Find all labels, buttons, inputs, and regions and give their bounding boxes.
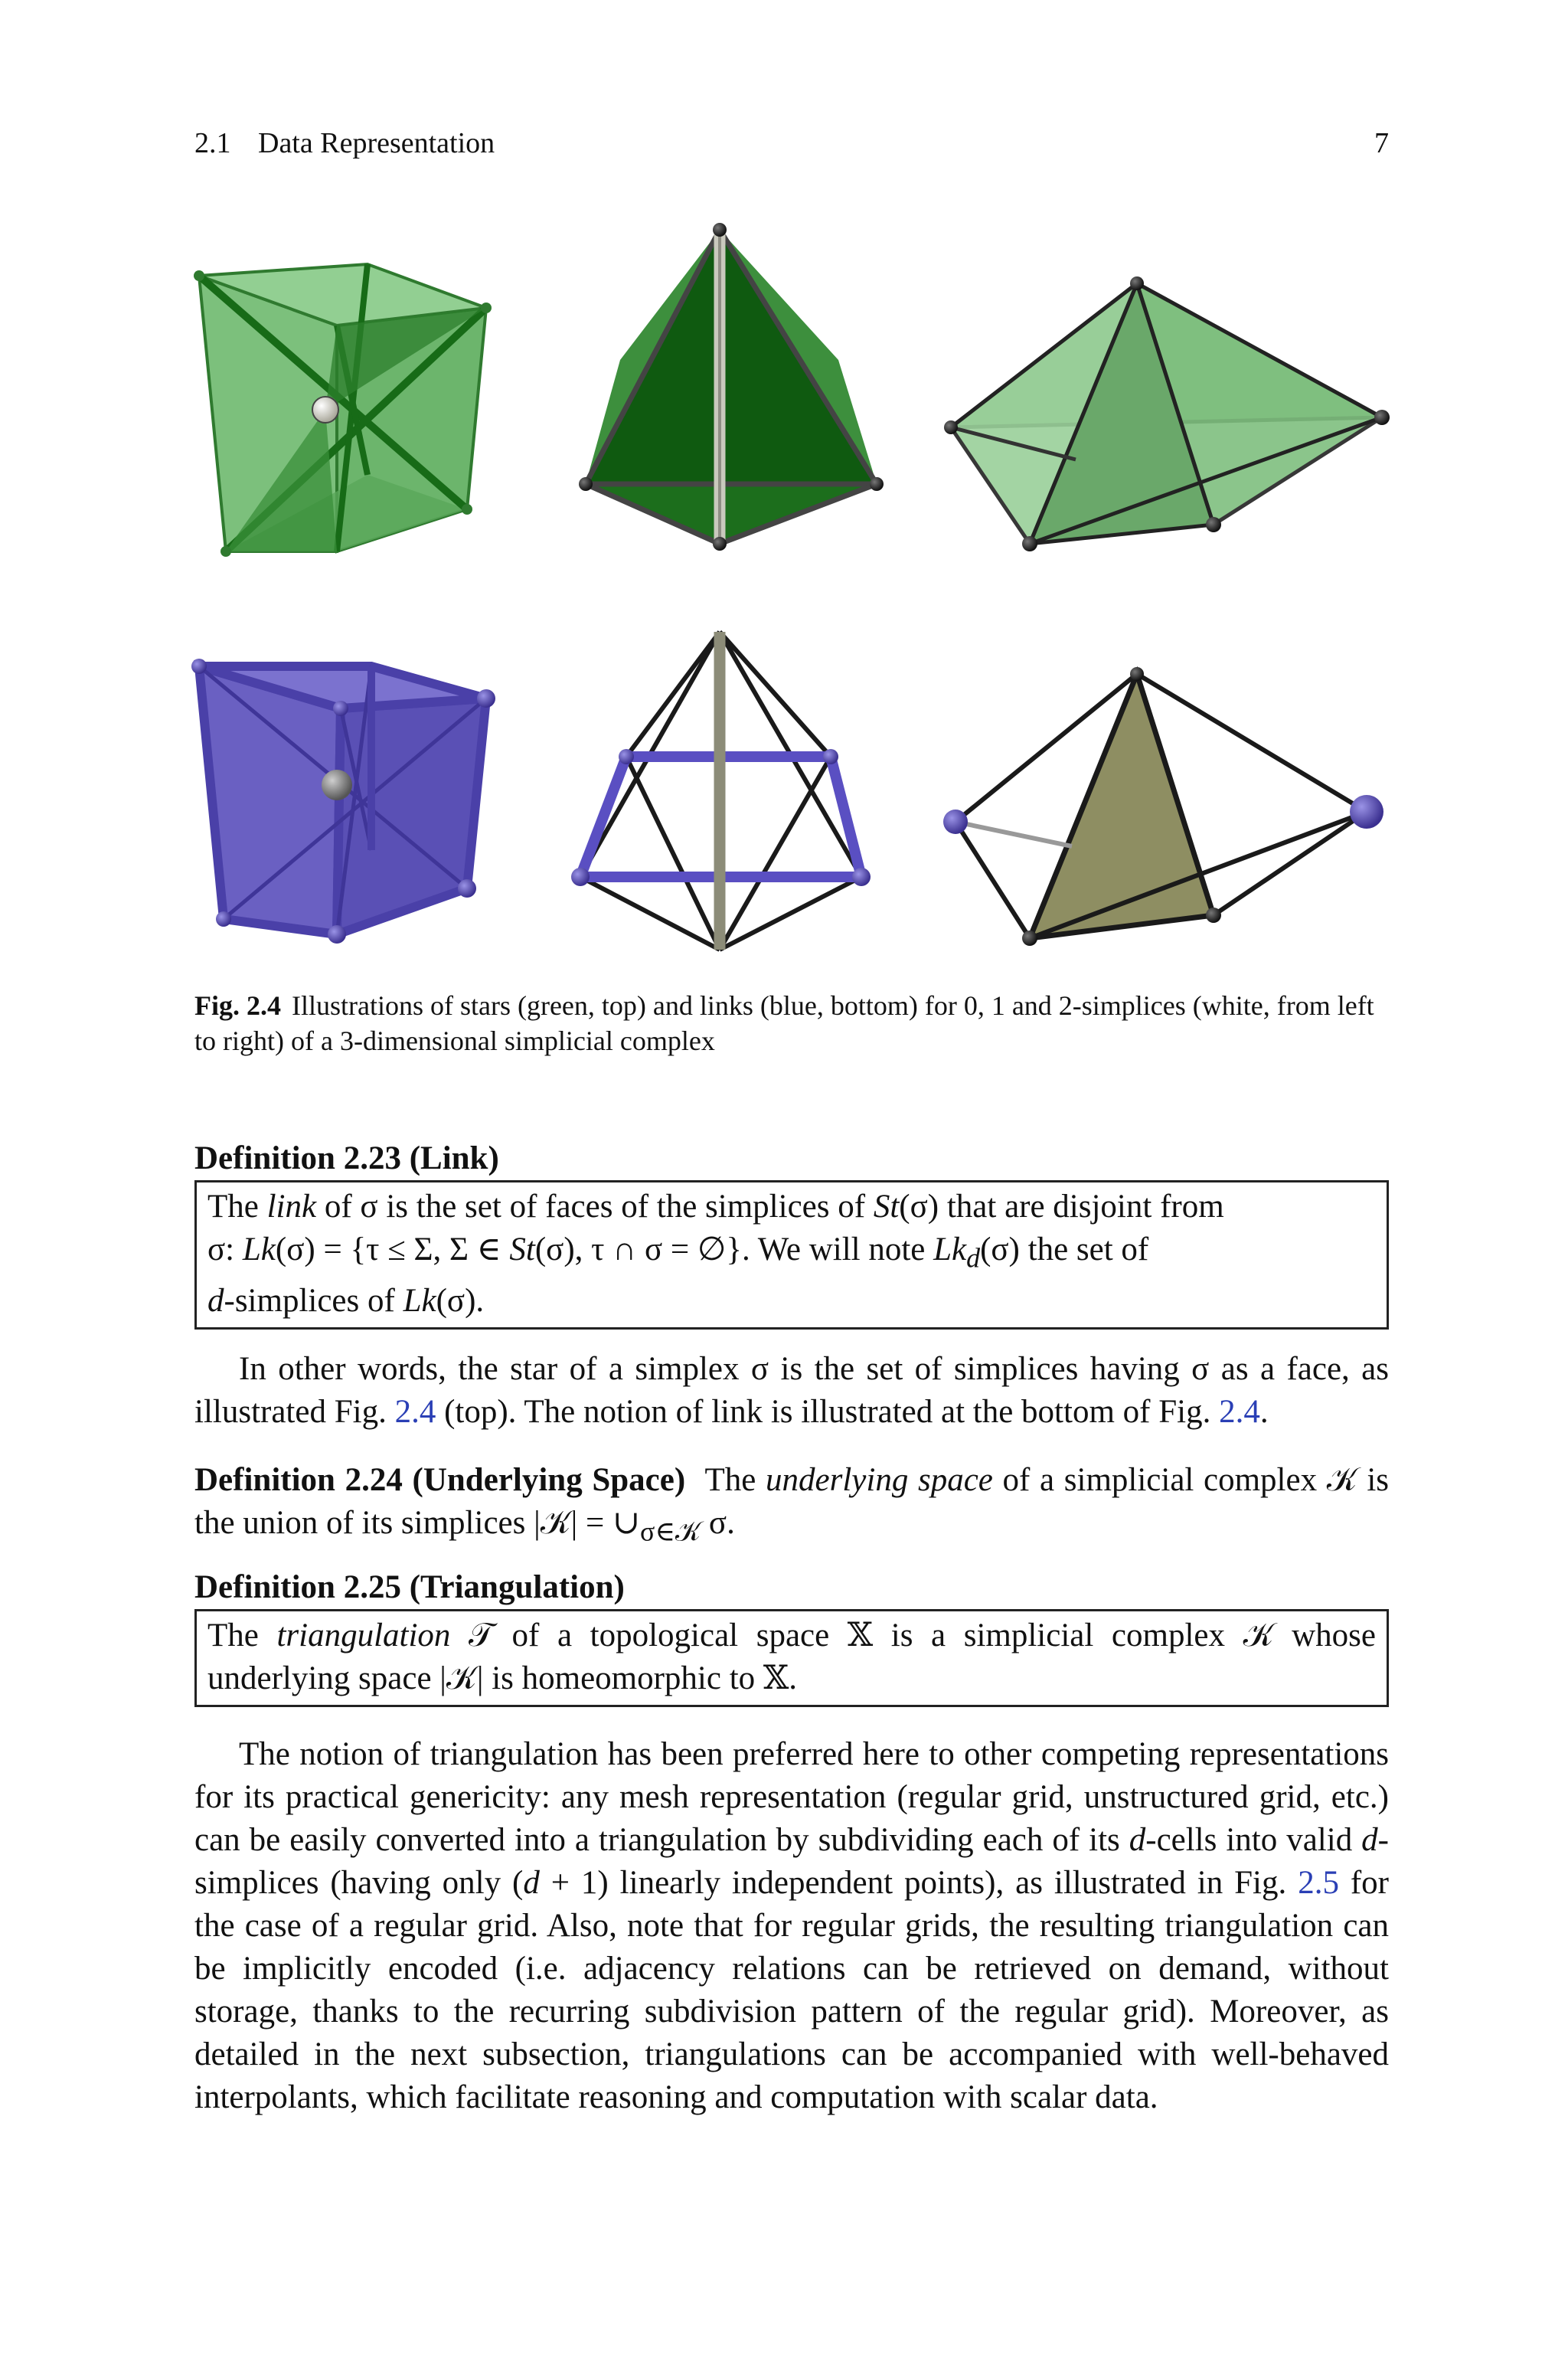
definition-2-24 xyxy=(194,1459,1389,1553)
text-run: The xyxy=(704,1462,766,1498)
text-run: The xyxy=(207,1617,277,1653)
text-run: (σ) = {τ ≤ Σ, Σ ∈ xyxy=(275,1232,510,1268)
text-run: . xyxy=(1259,1394,1269,1430)
text-run: + 1) linearly independent points), as illustrated in Fig. xyxy=(539,1865,1298,1901)
figure-ref-link[interactable]: 2.4 xyxy=(1219,1394,1260,1430)
section-heading xyxy=(194,126,495,160)
math-st: St xyxy=(509,1232,535,1268)
link-vertex-cube xyxy=(191,659,495,944)
paragraph-star-link xyxy=(194,1348,1389,1434)
definition-2-25 xyxy=(194,1566,1389,1707)
figure-label: Fig. 2.4 xyxy=(194,990,281,1021)
text-run: σ. xyxy=(701,1505,735,1541)
section-number: 2.1 xyxy=(194,127,231,159)
text-run: of σ is the set of faces of the simplices of xyxy=(316,1189,874,1225)
paragraph-triangulation xyxy=(194,1733,1389,2119)
definition-title: Definition 2.23 (Link) xyxy=(194,1140,499,1176)
text-run: (σ) the set of xyxy=(980,1232,1149,1268)
math-d: d xyxy=(207,1282,224,1319)
text-run: of a simplicial complex 𝒦 is the union of its simplices |𝒦| = ∪ xyxy=(194,1462,1390,1541)
star-edge-bipyramid xyxy=(579,223,884,551)
text-run: -simplices of xyxy=(224,1282,403,1319)
math-d: d xyxy=(523,1865,540,1901)
term-link: link xyxy=(266,1189,317,1225)
page-number: 7 xyxy=(1374,127,1389,159)
figure-illustration xyxy=(184,222,1409,973)
definition-title: Definition 2.25 (Triangulation) xyxy=(194,1569,625,1605)
math-d: d xyxy=(1361,1822,1378,1858)
figure-caption xyxy=(194,988,1389,1058)
term-underlying-space: underlying space xyxy=(766,1462,993,1498)
math-subscript: d xyxy=(966,1242,981,1274)
star-vertex-cube xyxy=(194,264,492,557)
math-subscript: σ∈𝒦 xyxy=(640,1516,701,1547)
definition-box xyxy=(194,1180,1389,1330)
text-run: (top). The notion of link is illustrated at the bottom of Fig. xyxy=(436,1394,1220,1430)
figure-ref-link[interactable]: 2.4 xyxy=(394,1394,436,1430)
text-run: -cells into valid xyxy=(1145,1822,1362,1858)
link-edge-square xyxy=(571,632,871,950)
text-run: 𝒯 of a topological space 𝕏 is a simplicial complex 𝒦 whose underlying space |𝒦| is homeomorphic to 𝕏. xyxy=(207,1617,1376,1696)
text-run: for the case of a regular grid. Also, note that for regular grids, the resulting triangulation can be implicitly encoded (i.e. adjacency relations can be retrieved on demand, without storage, thanks to the recurring subdivision pattern of the regular grid). Moreover, as detailed in the next subsection, triangulations can be accompanied with well-behaved interpolants, which facilitate reasoning and computation with scalar data. xyxy=(194,1865,1390,2115)
text-run: In other words, the star of a simplex σ is the set of simplices having σ as a face, as illustrated Fig. xyxy=(194,1351,1389,1430)
definition-title: Definition 2.24 (Underlying Space) xyxy=(194,1462,686,1498)
math-st: St xyxy=(873,1189,900,1225)
term-triangulation: triangulation xyxy=(276,1617,451,1653)
figure-2-4 xyxy=(184,222,1409,973)
link-triangle-pair xyxy=(943,667,1383,946)
text-run: -simplices (having only ( xyxy=(194,1822,1389,1901)
math-d: d xyxy=(1129,1822,1146,1858)
text-run: The xyxy=(207,1189,267,1225)
star-triangle-bipyramid xyxy=(944,276,1390,551)
text-run: σ: xyxy=(207,1232,243,1268)
figure-ref-link[interactable]: 2.5 xyxy=(1298,1865,1339,1901)
definition-2-23 xyxy=(194,1137,1389,1330)
section-title: Data Representation xyxy=(258,127,495,159)
math-lk: Lk xyxy=(403,1282,436,1319)
running-header xyxy=(194,126,1389,160)
figure-caption-text: Illustrations of stars (green, top) and links (blue, bottom) for 0, 1 and 2-simplices (white, from left to right) of a 3-dimensional simplicial complex xyxy=(194,990,1374,1056)
text-run: (σ). xyxy=(436,1282,485,1319)
text-run: (σ) that are disjoint from xyxy=(899,1189,1224,1225)
math-lk: Lk xyxy=(242,1232,276,1268)
definition-box xyxy=(194,1609,1389,1707)
text-run: (σ), τ ∩ σ = ∅}. We will note xyxy=(534,1232,934,1268)
text-run: The notion of triangulation has been preferred here to other competing representations for its practical genericity: any mesh representation (regular grid, unstructured grid, etc.) can be easily converted into a triangulation by subdividing each of its xyxy=(194,1736,1389,1858)
math-lkd: Lk xyxy=(933,1232,967,1268)
